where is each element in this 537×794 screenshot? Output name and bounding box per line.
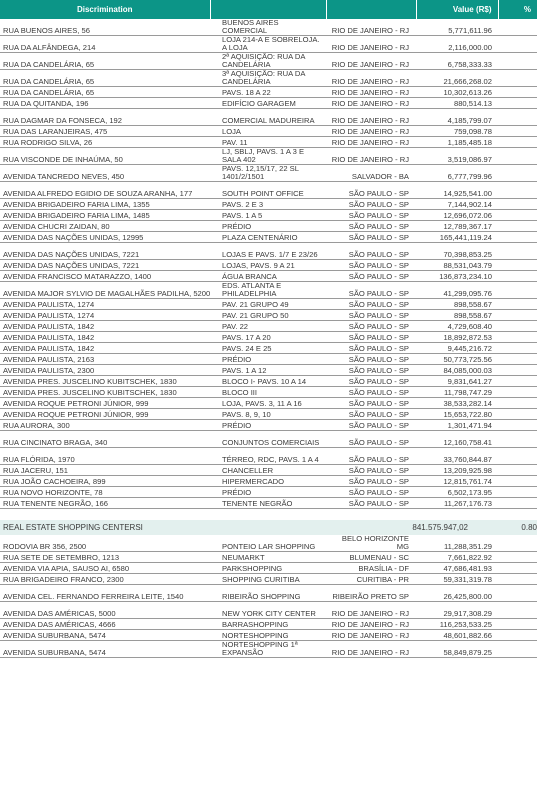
property-description: PONTEIO LAR SHOPPING (210, 535, 326, 552)
table-row (0, 199, 537, 210)
property-value: 38,533,282.14 (416, 398, 498, 409)
table-row (0, 498, 537, 509)
property-percent (498, 109, 537, 126)
property-city: SÃO PAULO - SP (326, 232, 416, 243)
table-row (0, 210, 537, 221)
property-percent (498, 552, 537, 563)
property-city: BELO HORIZONTE MG (326, 535, 416, 552)
property-address: AVENIDA PRES. JUSCELINO KUBITSCHEK, 1830 (0, 387, 210, 398)
property-city: BRASÍLIA - DF (326, 563, 416, 574)
property-city: SÃO PAULO - SP (326, 343, 416, 354)
table-row (0, 271, 537, 282)
property-city: SÃO PAULO - SP (326, 487, 416, 498)
property-percent (498, 630, 537, 641)
table-row (0, 398, 537, 409)
property-address: RUA AURORA, 300 (0, 420, 210, 431)
property-description: PAVS. 8, 9, 10 (210, 409, 326, 420)
property-description: PAVS. 1 A 5 (210, 210, 326, 221)
property-description: BLOCO III (210, 387, 326, 398)
property-address: AVENIDA SUBURBANA, 5474 (0, 630, 210, 641)
property-percent (498, 321, 537, 332)
property-description: HIPERMERCADO (210, 476, 326, 487)
property-city: SÃO PAULO - SP (326, 210, 416, 221)
property-address: AVENIDA CHUCRI ZAIDAN, 80 (0, 221, 210, 232)
property-percent (498, 310, 537, 321)
property-address: RUA FLÓRIDA, 1970 (0, 448, 210, 465)
table-row (0, 299, 537, 310)
property-city: SÃO PAULO - SP (326, 260, 416, 271)
property-address: AVENIDA DAS NAÇÕES UNIDAS, 7221 (0, 243, 210, 260)
property-address: RUA RODRIGO SILVA, 26 (0, 137, 210, 148)
property-percent (498, 619, 537, 630)
property-percent (498, 420, 537, 431)
property-percent (498, 602, 537, 619)
property-address: AVENIDA PAULISTA, 1274 (0, 299, 210, 310)
property-description: PAVS. 12,15/17, 22 SL 1401/2/1501 (210, 165, 326, 182)
property-address: RUA JACERU, 151 (0, 465, 210, 476)
property-city: SÃO PAULO - SP (326, 476, 416, 487)
property-value: 50,773,725.56 (416, 354, 498, 365)
property-value: 58,849,879.25 (416, 641, 498, 658)
property-percent (498, 87, 537, 98)
property-city: RIO DE JANEIRO - RJ (326, 98, 416, 109)
property-value: 116,253,533.25 (416, 619, 498, 630)
property-value: 7,144,902.14 (416, 199, 498, 210)
property-address: AVENIDA VIA APIA, SAUSO AI, 6580 (0, 563, 210, 574)
property-percent (498, 260, 537, 271)
property-description: TENENTE NEGRÃO (210, 498, 326, 509)
property-description: BARRASHOPPING (210, 619, 326, 630)
table-row (0, 109, 537, 126)
property-address: AVENIDA ROQUE PETRONI JÚNIOR, 999 (0, 398, 210, 409)
table-row (0, 70, 537, 87)
property-percent (498, 409, 537, 420)
property-percent (498, 641, 537, 658)
property-city: SÃO PAULO - SP (326, 448, 416, 465)
section-spacer (0, 509, 537, 521)
property-address: RUA BRIGADEIRO FRANCO, 2300 (0, 574, 210, 585)
property-city: SÃO PAULO - SP (326, 420, 416, 431)
property-percent (498, 165, 537, 182)
property-city: RIO DE JANEIRO - RJ (326, 148, 416, 165)
property-city: SÃO PAULO - SP (326, 271, 416, 282)
table-row (0, 563, 537, 574)
property-percent (498, 271, 537, 282)
property-city: RIO DE JANEIRO - RJ (326, 87, 416, 98)
property-value: 48,601,882.66 (416, 630, 498, 641)
property-description: SOUTH POINT OFFICE (210, 182, 326, 199)
header-blank-city (326, 0, 416, 19)
property-city: SÃO PAULO - SP (326, 282, 416, 299)
property-value: 33,760,844.87 (416, 448, 498, 465)
property-address: AVENIDA PAULISTA, 2300 (0, 365, 210, 376)
property-value: 12,815,761.74 (416, 476, 498, 487)
property-address: RUA JOÃO CACHOEIRA, 899 (0, 476, 210, 487)
property-value: 88,531,043.79 (416, 260, 498, 271)
table-row (0, 343, 537, 354)
property-address: RUA CINCINATO BRAGA, 340 (0, 431, 210, 448)
property-city: SÃO PAULO - SP (326, 310, 416, 321)
property-percent (498, 398, 537, 409)
table-row (0, 137, 537, 148)
property-city: RIO DE JANEIRO - RJ (326, 641, 416, 658)
property-value: 759,098.78 (416, 126, 498, 137)
table-row (0, 552, 537, 563)
property-description: BLOCO I- PAVS. 10 A 14 (210, 376, 326, 387)
section-value: 841.575.947,02 (326, 520, 498, 535)
property-city: SÃO PAULO - SP (326, 365, 416, 376)
property-city: RIO DE JANEIRO - RJ (326, 19, 416, 36)
property-value: 6,502,173.95 (416, 487, 498, 498)
table-row (0, 53, 537, 70)
property-city: SÃO PAULO - SP (326, 321, 416, 332)
property-address: AVENIDA BRIGADEIRO FARIA LIMA, 1355 (0, 199, 210, 210)
property-percent (498, 476, 537, 487)
property-city: RIO DE JANEIRO - RJ (326, 70, 416, 87)
table-row (0, 630, 537, 641)
property-value: 12,160,758.41 (416, 431, 498, 448)
table-row (0, 365, 537, 376)
property-value: 84,085,000.03 (416, 365, 498, 376)
property-address: AVENIDA PAULISTA, 1842 (0, 321, 210, 332)
property-description: PAV. 21 GRUPO 49 (210, 299, 326, 310)
table-row (0, 602, 537, 619)
property-percent (498, 354, 537, 365)
section-row-shopping-centers (0, 520, 537, 535)
property-city: SÃO PAULO - SP (326, 332, 416, 343)
property-percent (498, 70, 537, 87)
property-value: 18,892,872.53 (416, 332, 498, 343)
table-row (0, 148, 537, 165)
property-percent (498, 448, 537, 465)
property-value: 3,519,086.97 (416, 148, 498, 165)
property-city: RIO DE JANEIRO - RJ (326, 53, 416, 70)
property-city: RIO DE JANEIRO - RJ (326, 36, 416, 53)
property-value: 880,514.13 (416, 98, 498, 109)
property-description: SHOPPING CURITIBA (210, 574, 326, 585)
property-description: PAV. 22 (210, 321, 326, 332)
property-description: LJ, SBLJ, PAVS. 1 A 3 E SALA 402 (210, 148, 326, 165)
property-percent (498, 199, 537, 210)
table-row (0, 310, 537, 321)
table-row (0, 182, 537, 199)
property-address: AVENIDA BRIGADEIRO FARIA LIMA, 1485 (0, 210, 210, 221)
property-description: PAVS. 1 A 12 (210, 365, 326, 376)
property-address: RUA DA CANDELÁRIA, 65 (0, 70, 210, 87)
property-city: SÃO PAULO - SP (326, 243, 416, 260)
property-city: RIO DE JANEIRO - RJ (326, 109, 416, 126)
property-description: NORTESHOPPING 1ª EXPANSÃO (210, 641, 326, 658)
property-percent (498, 53, 537, 70)
property-address: RODOVIA BR 356, 2500 (0, 535, 210, 552)
property-description: LOJA (210, 126, 326, 137)
property-value: 29,917,308.29 (416, 602, 498, 619)
property-city: CURITIBA - PR (326, 574, 416, 585)
property-value: 15,653,722.80 (416, 409, 498, 420)
property-percent (498, 221, 537, 232)
property-city: SÃO PAULO - SP (326, 354, 416, 365)
table-row (0, 465, 537, 476)
property-address: RUA TENENTE NEGRÃO, 166 (0, 498, 210, 509)
property-city: RIBEIRÃO PRETO SP (326, 585, 416, 602)
property-description: PAVS. 2 E 3 (210, 199, 326, 210)
property-value: 5,771,611.96 (416, 19, 498, 36)
property-value: 10,302,613.26 (416, 87, 498, 98)
property-percent (498, 487, 537, 498)
property-city: SÃO PAULO - SP (326, 498, 416, 509)
property-description: NEUMARKT (210, 552, 326, 563)
table-row (0, 420, 537, 431)
table-row (0, 98, 537, 109)
property-description: CONJUNTOS COMERCIAIS (210, 431, 326, 448)
header-discrimination: Discrimination (0, 0, 210, 19)
table-row (0, 535, 537, 552)
table-row (0, 387, 537, 398)
property-percent (498, 19, 537, 36)
property-value: 7,661,822.92 (416, 552, 498, 563)
property-description: PRÉDIO (210, 354, 326, 365)
property-address: RUA DAS LARANJEIRAS, 475 (0, 126, 210, 137)
property-description: LOJAS, PAVS. 9 A 21 (210, 260, 326, 271)
table-row (0, 431, 537, 448)
property-description: COMERCIAL MADUREIRA (210, 109, 326, 126)
property-percent (498, 431, 537, 448)
property-address: AVENIDA PRES. JUSCELINO KUBITSCHEK, 1830 (0, 376, 210, 387)
property-description: BUENOS AIRES COMERCIAL (210, 19, 326, 36)
property-city: SÃO PAULO - SP (326, 431, 416, 448)
property-address: AVENIDA PAULISTA, 1842 (0, 332, 210, 343)
property-address: AVENIDA ALFREDO EGIDIO DE SOUZA ARANHA, 177 (0, 182, 210, 199)
table-body (0, 19, 537, 658)
property-city: RIO DE JANEIRO - RJ (326, 602, 416, 619)
property-address: AVENIDA DAS AMÉRICAS, 4666 (0, 619, 210, 630)
property-percent (498, 232, 537, 243)
table-row (0, 165, 537, 182)
table-row (0, 126, 537, 137)
property-description: PRÉDIO (210, 420, 326, 431)
property-description: NEW YORK CITY CENTER (210, 602, 326, 619)
property-percent (498, 36, 537, 53)
property-description: LOJA, PAVS. 3, 11 A 16 (210, 398, 326, 409)
property-value: 47,686,481.93 (416, 563, 498, 574)
property-value: 136,873,234.10 (416, 271, 498, 282)
property-address: AVENIDA PAULISTA, 1274 (0, 310, 210, 321)
property-percent (498, 126, 537, 137)
table-row (0, 409, 537, 420)
property-value: 898,558.67 (416, 310, 498, 321)
property-address: AVENIDA ROQUE PETRONI JÚNIOR, 999 (0, 409, 210, 420)
property-description: 3ª AQUISIÇÃO: RUA DA CANDELÁRIA (210, 70, 326, 87)
property-value: 4,729,608.40 (416, 321, 498, 332)
property-description: ÁGUA BRANCA (210, 271, 326, 282)
property-address: RUA DA CANDELÁRIA, 65 (0, 87, 210, 98)
property-value: 12,696,072.06 (416, 210, 498, 221)
property-value: 1,185,485.18 (416, 137, 498, 148)
property-value: 165,441,119.24 (416, 232, 498, 243)
property-percent (498, 387, 537, 398)
property-value: 12,789,367.17 (416, 221, 498, 232)
table-row (0, 585, 537, 602)
property-value: 21,666,268.02 (416, 70, 498, 87)
property-percent (498, 343, 537, 354)
property-value: 2,116,000.00 (416, 36, 498, 53)
property-description: LOJA 214-A E SOBRELOJA. A LOJA (210, 36, 326, 53)
property-value: 9,831,641.27 (416, 376, 498, 387)
table-row (0, 619, 537, 630)
header-value: Value (R$) (416, 0, 498, 19)
property-description: PRÉDIO (210, 487, 326, 498)
property-percent (498, 332, 537, 343)
table-row (0, 354, 537, 365)
table-row (0, 487, 537, 498)
property-percent (498, 563, 537, 574)
table-row (0, 476, 537, 487)
property-address: AVENIDA PAULISTA, 1842 (0, 343, 210, 354)
property-address: AVENIDA DAS NAÇÕES UNIDAS, 12995 (0, 232, 210, 243)
property-percent (498, 498, 537, 509)
property-address: AVENIDA FRANCISCO MATARAZZO, 1400 (0, 271, 210, 282)
property-value: 6,777,799.96 (416, 165, 498, 182)
property-description: PAV. 11 (210, 137, 326, 148)
property-city: SÃO PAULO - SP (326, 221, 416, 232)
property-address: AVENIDA PAULISTA, 2163 (0, 354, 210, 365)
property-city: SÃO PAULO - SP (326, 409, 416, 420)
property-value: 13,209,925.98 (416, 465, 498, 476)
property-address: RUA VISCONDE DE INHAÚMA, 50 (0, 148, 210, 165)
property-percent (498, 574, 537, 585)
table-row (0, 19, 537, 36)
property-description: EDIFÍCIO GARAGEM (210, 98, 326, 109)
property-city: SÃO PAULO - SP (326, 199, 416, 210)
table-row (0, 574, 537, 585)
property-city: RIO DE JANEIRO - RJ (326, 137, 416, 148)
property-address: RUA NOVO HORIZONTE, 78 (0, 487, 210, 498)
table-header (0, 0, 537, 19)
property-description: CHANCELLER (210, 465, 326, 476)
property-value: 59,331,319.78 (416, 574, 498, 585)
property-city: SÃO PAULO - SP (326, 376, 416, 387)
property-city: RIO DE JANEIRO - RJ (326, 126, 416, 137)
property-address: AVENIDA DAS AMÉRICAS, 5000 (0, 602, 210, 619)
table-row (0, 87, 537, 98)
table-row (0, 36, 537, 53)
property-address: RUA DAGMAR DA FONSECA, 192 (0, 109, 210, 126)
property-value: 4,185,799.07 (416, 109, 498, 126)
property-city: BLUMENAU - SC (326, 552, 416, 563)
property-value: 11,798,747.29 (416, 387, 498, 398)
property-percent (498, 243, 537, 260)
property-city: RIO DE JANEIRO - RJ (326, 619, 416, 630)
property-description: PAVS. 17 A 20 (210, 332, 326, 343)
property-value: 11,288,351.29 (416, 535, 498, 552)
property-description: PAVS. 18 A 22 (210, 87, 326, 98)
property-description: NORTESHOPPING (210, 630, 326, 641)
property-percent (498, 299, 537, 310)
property-percent (498, 210, 537, 221)
property-percent (498, 182, 537, 199)
property-city: SÃO PAULO - SP (326, 182, 416, 199)
section-percent: 0.80 (498, 520, 537, 535)
table-row (0, 260, 537, 271)
property-description: LOJAS E PAVS. 1/7 E 23/26 (210, 243, 326, 260)
property-percent (498, 465, 537, 476)
property-description: TÉRREO, RDC, PAVS. 1 A 4 (210, 448, 326, 465)
property-address: RUA DA ALFÂNDEGA, 214 (0, 36, 210, 53)
property-address: AVENIDA MAJOR SYLVIO DE MAGALHÃES PADILHA, 5200 (0, 282, 210, 299)
property-city: RIO DE JANEIRO - RJ (326, 630, 416, 641)
property-percent (498, 585, 537, 602)
property-value: 6,758,333.33 (416, 53, 498, 70)
property-percent (498, 98, 537, 109)
property-address: AVENIDA CEL. FERNANDO FERREIRA LEITE, 1540 (0, 585, 210, 602)
table-row (0, 448, 537, 465)
table-row (0, 321, 537, 332)
property-percent (498, 282, 537, 299)
property-address: RUA DA CANDELÁRIA, 65 (0, 53, 210, 70)
property-value: 14,925,541.00 (416, 182, 498, 199)
table-row (0, 221, 537, 232)
section-label: REAL ESTATE SHOPPING CENTERSI (0, 520, 326, 535)
property-city: SÃO PAULO - SP (326, 465, 416, 476)
property-value: 9,445,216.72 (416, 343, 498, 354)
table-row (0, 243, 537, 260)
property-value: 41,299,095.76 (416, 282, 498, 299)
property-value: 898,558.67 (416, 299, 498, 310)
header-blank-desc (210, 0, 326, 19)
property-description: 2ª AQUISIÇÃO: RUA DA CANDELÁRIA (210, 53, 326, 70)
property-percent (498, 137, 537, 148)
property-description: EDS. ATLANTA E PHILADELPHIA (210, 282, 326, 299)
property-value: 1,301,471.94 (416, 420, 498, 431)
property-city: SÃO PAULO - SP (326, 299, 416, 310)
property-description: PAVS. 24 E 25 (210, 343, 326, 354)
property-address: AVENIDA SUBURBANA, 5474 (0, 641, 210, 658)
property-address: RUA BUENOS AIRES, 56 (0, 19, 210, 36)
property-address: AVENIDA TANCREDO NEVES, 450 (0, 165, 210, 182)
property-value: 70,398,853.25 (416, 243, 498, 260)
property-value: 11,267,176.73 (416, 498, 498, 509)
property-city: SÃO PAULO - SP (326, 398, 416, 409)
property-percent (498, 365, 537, 376)
property-city: SALVADOR - BA (326, 165, 416, 182)
property-description: PRÉDIO (210, 221, 326, 232)
property-percent (498, 376, 537, 387)
spacer-cell (0, 509, 537, 521)
property-address: RUA DA QUITANDA, 196 (0, 98, 210, 109)
table-row (0, 641, 537, 658)
property-description: PLAZA CENTENÁRIO (210, 232, 326, 243)
table-row (0, 232, 537, 243)
header-percent: % (498, 0, 537, 19)
property-percent (498, 148, 537, 165)
table-row (0, 376, 537, 387)
property-value: 26,425,800.00 (416, 585, 498, 602)
property-percent (498, 535, 537, 552)
property-address: AVENIDA DAS NAÇÕES UNIDAS, 7221 (0, 260, 210, 271)
property-description: PAV. 21 GRUPO 50 (210, 310, 326, 321)
property-description: RIBEIRÃO SHOPPING (210, 585, 326, 602)
property-address: RUA SETE DE SETEMBRO, 1213 (0, 552, 210, 563)
table-row (0, 332, 537, 343)
property-description: PARKSHOPPING (210, 563, 326, 574)
property-city: SÃO PAULO - SP (326, 387, 416, 398)
table-row (0, 282, 537, 299)
